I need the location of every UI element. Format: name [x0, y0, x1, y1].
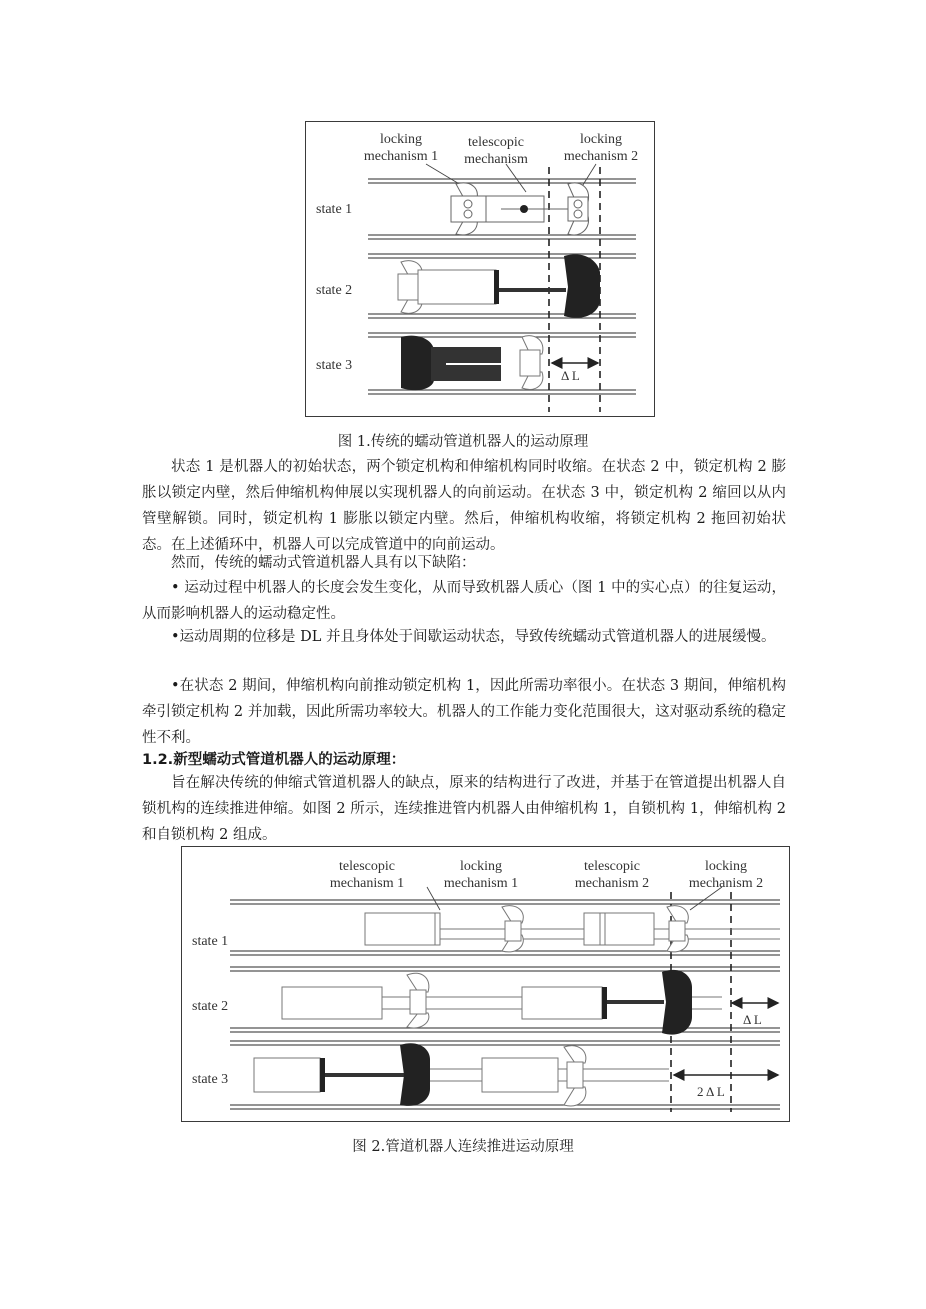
- fig1-label-locking-1: locking mechanism 1: [363, 132, 439, 164]
- fig1-state-3: state 3: [316, 358, 353, 373]
- figure-2-caption: 图 2.管道机器人连续推进运动原理: [352, 1139, 574, 1155]
- bullet-power-variation: •在状态 2 期间，伸缩机构向前推动锁定机构 1，因此所需功率很小。在状态 3 期间，伸缩机构牵引锁定机构 2 并加载，因此所需功率较大。机器人的工作能力变化范围很大，这对驱动系统的稳定性不利。: [142, 678, 786, 746]
- fig2-delta-l: Δ L: [743, 1012, 762, 1027]
- figure-1: [305, 121, 655, 417]
- paragraph-new-robot: 旨在解决传统的伸缩式管道机器人的缺点，原来的结构进行了改进，并基于在管道提出机器人自锁机构的连续推进伸缩。如图 2 所示，连续推进管内机器人由伸缩机构 1，自锁机构 1，伸缩机构 2 和自锁机构 2 组成。: [142, 775, 786, 843]
- fig2-state1-robot: [365, 906, 780, 952]
- section-heading-1-2: 1.2.新型蠕动式管道机器人的运动原理：: [142, 752, 406, 768]
- figure-1-caption: 图 1.传统的蠕动管道机器人的运动原理: [337, 434, 589, 450]
- fig2-label-locking-2: locking mechanism 2: [688, 859, 764, 891]
- state2-robot: [398, 254, 600, 317]
- fig1-label-telescopic: telescopic mechanism: [464, 135, 528, 167]
- fig2-delta-2l: 2 Δ L: [697, 1084, 725, 1099]
- fig1-state-1: state 1: [316, 202, 353, 217]
- fig2-state-2: state 2: [192, 999, 229, 1014]
- figure-2: [181, 846, 790, 1122]
- fig2-state2-robot: [282, 970, 778, 1035]
- fig1-state-2: state 2: [316, 283, 353, 298]
- fig1-label-locking-2: locking mechanism 2: [563, 132, 639, 164]
- bullet-length-change: • 运动过程中机器人的长度会发生变化，从而导致机器人质心（图 1 中的实心点）的往复运动，从而影响机器人的运动稳定性。: [142, 580, 786, 622]
- fig2-label-telescopic-2: telescopic mechanism 2: [574, 859, 650, 891]
- paragraph-defects-intro: 然而，传统的蠕动式管道机器人具有以下缺陷：: [171, 555, 476, 571]
- paragraph-state-description: 状态 1 是机器人的初始状态，两个锁定机构和伸缩机构同时收缩。在状态 2 中，锁定机构 2 膨胀以锁定内壁，然后伸缩机构伸展以实现机器人的向前运动。在状态 3 中，锁定机构 2 缩回以从内管壁解锁。同时，锁定机构 1 膨胀以锁定内壁。然后，伸缩机构收缩，将锁定机构 2 拖回初始状态。在上述循环中，机器人可以完成管道中的向前运动。: [142, 459, 786, 553]
- fig2-label-locking-1: locking mechanism 1: [443, 859, 519, 891]
- fig2-label-telescopic-1: telescopic mechanism 1: [329, 859, 405, 891]
- fig2-state-3: state 3: [192, 1072, 229, 1087]
- state1-robot: [451, 183, 589, 235]
- fig1-delta-l: Δ L: [561, 368, 580, 383]
- fig2-state-1: state 1: [192, 934, 229, 949]
- bullet-intermittent-motion: •运动周期的位移是 DL 并且身体处于间歇运动状态，导致传统蠕动式管道机器人的进展缓慢。: [171, 629, 776, 645]
